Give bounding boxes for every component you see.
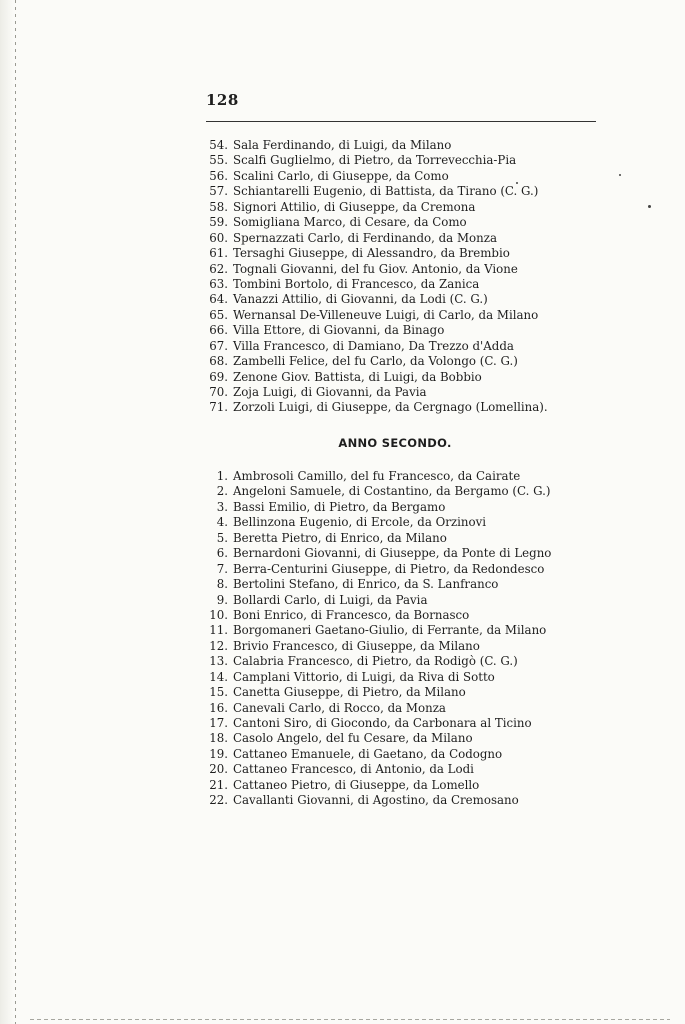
list-entry (0, 577, 551, 592)
entry-number: 55. (209, 153, 228, 168)
entry-number: 69. (209, 369, 228, 384)
entry-text: Villa Francesco, di Damiano, Da Trezzo d'Adda (233, 338, 514, 353)
entry-text: Bertolini Stefano, di Enrico, da S. Lanfranco (233, 577, 499, 592)
entry-text: Somigliana Marco, di Cesare, da Como (233, 215, 467, 230)
list-entry (0, 400, 548, 415)
page-number: 128 (206, 91, 239, 109)
entry-number: 17. (209, 716, 228, 730)
entry-number: 66. (209, 323, 228, 338)
list-entry (0, 138, 548, 153)
entry-number: 71. (209, 400, 228, 415)
entry-text: Calabria Francesco, di Pietro, da Rodigò (C. G.) (233, 654, 518, 669)
entry-text: Bollardi Carlo, di Luigi, da Pavia (233, 592, 428, 607)
entry-number: 5. (216, 530, 228, 545)
entry-number: 13. (209, 654, 228, 669)
entry-number: 18. (209, 731, 228, 746)
header-rule (206, 121, 596, 122)
entry-text: Cattaneo Emanuele, di Gaetano, da Codogno (233, 746, 503, 761)
entry-number: 16. (209, 700, 228, 715)
entry-number: 60. (209, 230, 228, 245)
list-entry (0, 747, 551, 762)
list-entry (0, 685, 551, 700)
entry-number: 6. (216, 546, 228, 561)
list-entry (0, 778, 551, 793)
entry-text: Berra-Centurini Giuseppe, di Pietro, da Redondesco (233, 561, 545, 576)
entry-text: Zoja Luigi, di Giovanni, da Pavia (233, 385, 427, 399)
list-entry (0, 562, 551, 577)
entry-text: Spernazzati Carlo, di Ferdinando, da Monza (233, 230, 497, 245)
section-title: ANNO SECONDO. (338, 436, 452, 450)
entry-number: 7. (216, 561, 228, 576)
entry-text: Casolo Angelo, del fu Cesare, da Milano (233, 731, 473, 746)
entry-number: 8. (216, 577, 228, 592)
list-entry (0, 184, 548, 199)
list-entry (0, 354, 548, 369)
entry-number: 68. (209, 354, 228, 369)
list-entry (0, 277, 548, 292)
entry-text: Villa Ettore, di Giovanni, da Binago (233, 323, 445, 338)
list-entry (0, 200, 548, 215)
entry-number: 11. (209, 623, 228, 638)
entry-number: 4. (216, 515, 228, 530)
entry-number: 62. (209, 261, 228, 276)
entry-text: Boni Enrico, di Francesco, da Bornasco (233, 607, 470, 622)
list-entry (0, 623, 551, 638)
entry-text: Tognali Giovanni, del fu Giov. Antonio, da Vione (233, 261, 518, 276)
entry-text: Vanazzi Attilio, di Giovanni, da Lodi (C. G.) (233, 292, 488, 307)
list-entry (0, 716, 551, 731)
list-entry (0, 639, 551, 654)
ink-speck (619, 174, 621, 176)
list-entry (0, 531, 551, 546)
entry-text: Tombini Bortolo, di Francesco, da Zanica (233, 276, 480, 291)
entry-number: 12. (209, 638, 228, 653)
entry-text: Cattaneo Francesco, di Antonio, da Lodi (233, 762, 474, 777)
list-entry (0, 654, 551, 669)
entry-text: Zorzoli Luigi, di Giuseppe, da Cergnago (Lomellina). (233, 400, 548, 415)
name-list-anno-secondo (0, 469, 551, 809)
list-entry (0, 231, 548, 246)
entry-number: 70. (209, 385, 228, 399)
entry-text: Bellinzona Eugenio, di Ercole, da Orzinovi (233, 515, 487, 530)
list-entry (0, 484, 551, 499)
ink-speck (516, 182, 518, 184)
entry-text: Schiantarelli Eugenio, di Battista, da Tirano (C. G.) (233, 184, 539, 199)
entry-number: 15. (209, 685, 228, 700)
entry-number: 63. (209, 276, 228, 291)
list-entry (0, 731, 551, 746)
entry-number: 64. (209, 292, 228, 307)
entry-number: 54. (209, 138, 228, 152)
list-entry (0, 500, 551, 515)
entry-text: Borgomaneri Gaetano-Giulio, di Ferrante, da Milano (233, 623, 547, 638)
entry-text: Bassi Emilio, di Pietro, da Bergamo (233, 499, 446, 514)
entry-text: Bernardoni Giovanni, di Giuseppe, da Ponte di Legno (233, 546, 552, 561)
entry-text: Sala Ferdinando, di Luigi, da Milano (233, 138, 452, 152)
bottom-edge-rule (30, 1019, 670, 1020)
list-entry (0, 670, 551, 685)
entry-text: Tersaghi Giuseppe, di Alessandro, da Brembio (233, 246, 510, 261)
list-entry (0, 215, 548, 230)
entry-text: Camplani Vittorio, di Luigi, da Riva di Sotto (233, 669, 495, 684)
list-entry (0, 793, 551, 808)
entry-text: Brivio Francesco, di Giuseppe, da Milano (233, 638, 480, 653)
list-entry (0, 292, 548, 307)
list-entry (0, 308, 548, 323)
entry-number: 20. (209, 762, 228, 777)
name-list-anno-primo (0, 138, 548, 416)
entry-number: 58. (209, 199, 228, 214)
list-entry (0, 701, 551, 716)
list-entry (0, 515, 551, 530)
entry-number: 61. (209, 246, 228, 261)
entry-number: 57. (209, 184, 228, 199)
entry-text: Cantoni Siro, di Giocondo, da Carbonara al Ticino (233, 716, 532, 730)
entry-number: 59. (209, 215, 228, 230)
entry-number: 21. (209, 777, 228, 792)
entry-number: 67. (209, 338, 228, 353)
list-entry (0, 469, 551, 484)
entry-text: Cavallanti Giovanni, di Agostino, da Cremosano (233, 793, 519, 808)
list-entry (0, 246, 548, 261)
entry-text: Zenone Giov. Battista, di Luigi, da Bobbio (233, 369, 482, 384)
entry-text: Ambrosoli Camillo, del fu Francesco, da Cairate (233, 469, 521, 483)
list-entry (0, 323, 548, 338)
entry-text: Cattaneo Pietro, di Giuseppe, da Lomello (233, 777, 480, 792)
entry-number: 1. (216, 469, 228, 483)
list-entry (0, 546, 551, 561)
list-entry (0, 153, 548, 168)
entry-text: Scalini Carlo, di Giuseppe, da Como (233, 168, 449, 183)
list-entry (0, 370, 548, 385)
list-entry (0, 262, 548, 277)
entry-number: 9. (216, 592, 228, 607)
list-entry (0, 762, 551, 777)
list-entry (0, 593, 551, 608)
entry-number: 10. (209, 607, 228, 622)
entry-text: Scalfi Guglielmo, di Pietro, da Torrevecchia-Pia (233, 153, 517, 168)
entry-number: 22. (209, 793, 228, 808)
entry-text: Angeloni Samuele, di Costantino, da Bergamo (C. G.) (233, 484, 551, 499)
list-entry (0, 385, 548, 400)
list-entry (0, 608, 551, 623)
list-entry (0, 339, 548, 354)
entry-number: 19. (209, 746, 228, 761)
entry-text: Beretta Pietro, di Enrico, da Milano (233, 530, 447, 545)
entry-number: 14. (209, 669, 228, 684)
entry-text: Canetta Giuseppe, di Pietro, da Milano (233, 685, 466, 700)
entry-text: Canevali Carlo, di Rocco, da Monza (233, 700, 446, 715)
entry-text: Wernansal De-Villeneuve Luigi, di Carlo, da Milano (233, 307, 539, 322)
entry-text: Zambelli Felice, del fu Carlo, da Volongo (C. G.) (233, 354, 518, 369)
entry-number: 2. (216, 484, 228, 499)
ink-speck (648, 205, 651, 208)
entry-number: 65. (209, 307, 228, 322)
list-entry (0, 169, 548, 184)
entry-number: 3. (216, 499, 228, 514)
entry-number: 56. (209, 168, 228, 183)
entry-text: Signori Attilio, di Giuseppe, da Cremona (233, 199, 476, 214)
